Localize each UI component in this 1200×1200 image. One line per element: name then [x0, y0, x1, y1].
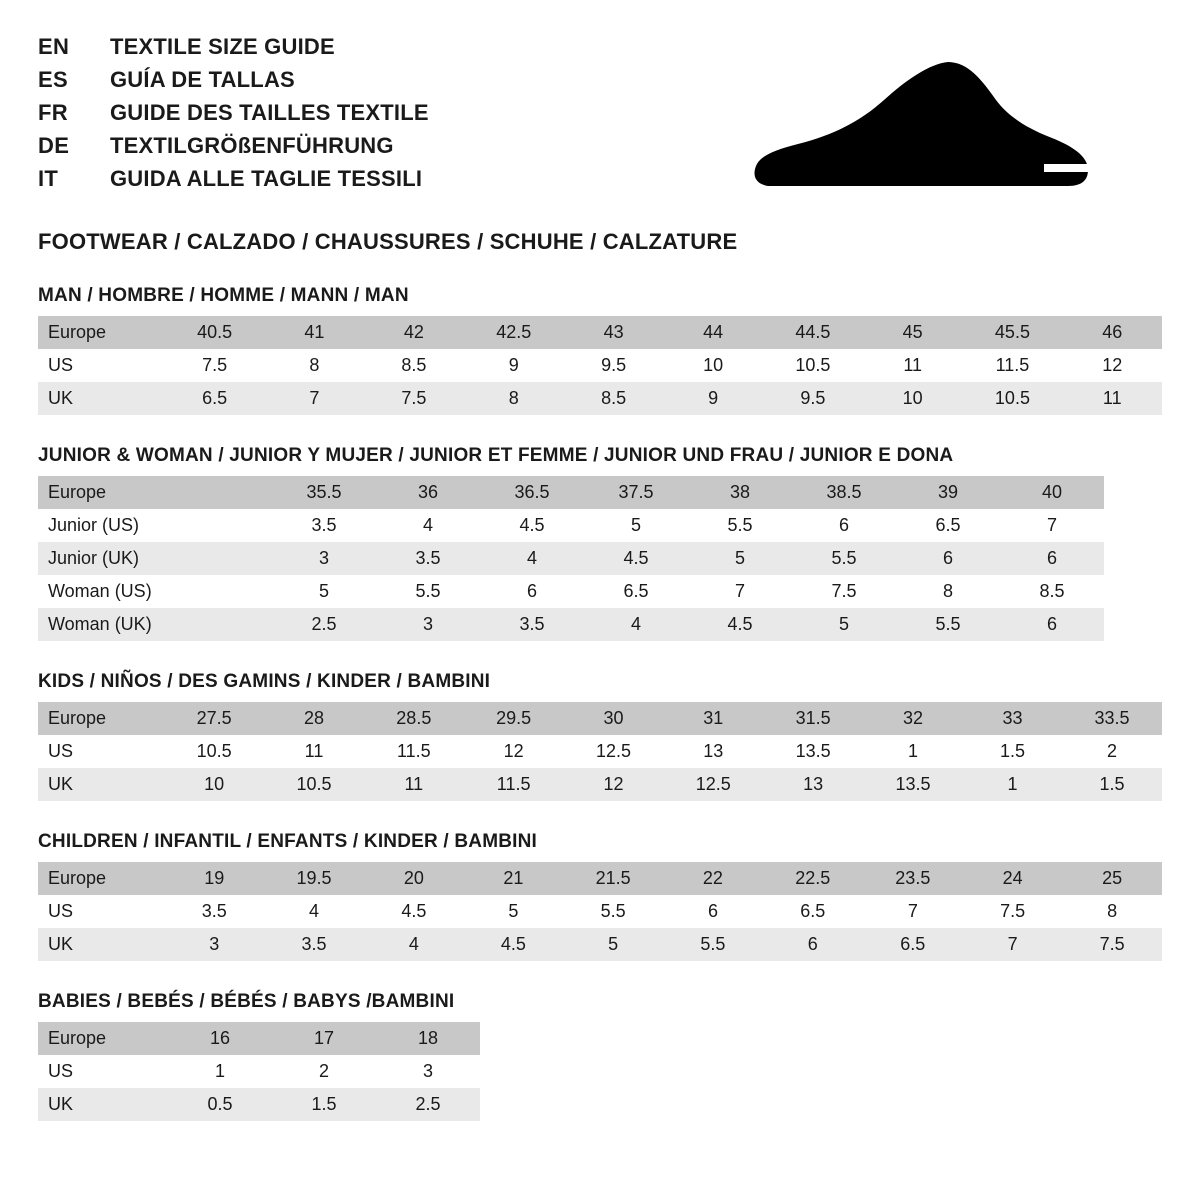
table-row	[38, 928, 1162, 961]
cell: 37.5	[584, 476, 688, 509]
cell: 5.5	[663, 928, 763, 961]
cell: 7.5	[1062, 928, 1162, 961]
cell: 5	[464, 895, 564, 928]
row-label: Europe	[38, 316, 165, 349]
row-label: Europe	[38, 702, 164, 735]
cell: 8.5	[364, 349, 464, 382]
cell: 2.5	[272, 608, 376, 641]
cell	[168, 608, 272, 641]
language-code: DE	[38, 133, 70, 158]
cell: 10	[863, 382, 962, 415]
cell	[168, 542, 272, 575]
cell: 1.5	[1062, 768, 1162, 801]
cell: 4	[376, 509, 480, 542]
cell: 6.5	[165, 382, 265, 415]
cell: 33.5	[1062, 702, 1162, 735]
category-title: FOOTWEAR / CALZADO / CHAUSSURES / SCHUHE / CALZATURE	[38, 229, 738, 254]
row-label: Junior (US)	[38, 509, 168, 542]
group-babies	[38, 991, 1162, 1121]
cell: 12	[464, 735, 564, 768]
cell: 29.5	[464, 702, 564, 735]
size-table-kids	[38, 702, 1162, 801]
group-title: MAN / HOMBRE / HOMME / MANN / MAN	[38, 285, 409, 306]
cell: 46	[1063, 316, 1162, 349]
cell: 4	[264, 895, 364, 928]
cell: 4	[584, 608, 688, 641]
cell: 10.5	[164, 735, 264, 768]
cell: 11	[863, 349, 962, 382]
table-row	[38, 382, 1162, 415]
row-label: Europe	[38, 476, 168, 509]
cell: 19	[164, 862, 264, 895]
language-code: FR	[38, 100, 68, 125]
row-label: UK	[38, 382, 165, 415]
size-table-man	[38, 316, 1162, 415]
row-label: Europe	[38, 1022, 168, 1055]
row-label: US	[38, 895, 164, 928]
group-junior-woman	[38, 445, 1162, 641]
cell: 36	[376, 476, 480, 509]
cell: 19.5	[264, 862, 364, 895]
dress-shoe-icon	[752, 60, 1122, 190]
group-title: BABIES / BEBÉS / BÉBÉS / BABYS /BAMBINI	[38, 991, 455, 1012]
cell: 6.5	[863, 928, 963, 961]
cell: 27.5	[164, 702, 264, 735]
cell: 7	[963, 928, 1063, 961]
language-row	[38, 166, 429, 199]
cell: 40	[1000, 476, 1104, 509]
row-label: Europe	[38, 862, 164, 895]
cell: 10.5	[763, 349, 863, 382]
cell: 1.5	[272, 1088, 376, 1121]
language-title: TEXTILE SIZE GUIDE	[110, 34, 335, 59]
cell: 7	[688, 575, 792, 608]
cell: 28.5	[364, 702, 464, 735]
cell: 1	[863, 735, 963, 768]
cell: 9.5	[763, 382, 863, 415]
cell: 30	[564, 702, 664, 735]
cell: 9	[664, 382, 763, 415]
group-title: JUNIOR & WOMAN / JUNIOR Y MUJER / JUNIOR ET FEMME / JUNIOR UND FRAU / JUNIOR E DONA	[38, 445, 954, 466]
language-row	[38, 133, 429, 166]
cell	[168, 476, 272, 509]
cell: 41	[265, 316, 364, 349]
cell: 38.5	[792, 476, 896, 509]
cell: 4.5	[688, 608, 792, 641]
cell: 44.5	[763, 316, 863, 349]
cell: 8	[1062, 895, 1162, 928]
row-label: UK	[38, 928, 164, 961]
cell: 5	[792, 608, 896, 641]
cell: 6	[763, 928, 863, 961]
cell: 5	[563, 928, 663, 961]
cell: 11.5	[962, 349, 1062, 382]
row-label: Junior (UK)	[38, 542, 168, 575]
row-label: Woman (US)	[38, 575, 168, 608]
size-table-children	[38, 862, 1162, 961]
cell: 7.5	[792, 575, 896, 608]
cell: 5.5	[563, 895, 663, 928]
cell: 8	[265, 349, 364, 382]
cell: 42	[364, 316, 464, 349]
cell: 33	[963, 702, 1062, 735]
group-title: KIDS / NIÑOS / DES GAMINS / KINDER / BAMBINI	[38, 671, 491, 692]
table-row	[38, 575, 1104, 608]
group-kids	[38, 671, 1162, 801]
cell: 11	[364, 768, 464, 801]
cell: 3	[164, 928, 264, 961]
cell: 6	[1000, 542, 1104, 575]
size-table-junior-woman	[38, 476, 1104, 641]
cell: 32	[863, 702, 963, 735]
cell: 18	[376, 1022, 480, 1055]
table-row	[38, 1022, 480, 1055]
cell: 4.5	[464, 928, 564, 961]
cell: 4.5	[480, 509, 584, 542]
row-label: UK	[38, 1088, 168, 1121]
language-title-list	[38, 34, 429, 199]
cell: 11	[264, 735, 364, 768]
cell: 43	[564, 316, 664, 349]
table-row	[38, 735, 1162, 768]
cell: 12	[1063, 349, 1162, 382]
cell: 9	[464, 349, 564, 382]
cell: 3	[376, 1055, 480, 1088]
cell: 3.5	[376, 542, 480, 575]
cell: 3.5	[480, 608, 584, 641]
group-title: CHILDREN / INFANTIL / ENFANTS / KINDER / BAMBINI	[38, 831, 538, 852]
language-row	[38, 34, 429, 67]
cell: 13	[663, 735, 763, 768]
cell: 7	[265, 382, 364, 415]
cell	[168, 509, 272, 542]
cell: 3.5	[272, 509, 376, 542]
cell: 4	[364, 928, 464, 961]
cell: 7	[863, 895, 963, 928]
cell: 8.5	[1000, 575, 1104, 608]
table-row	[38, 1055, 480, 1088]
language-row	[38, 100, 429, 133]
cell: 20	[364, 862, 464, 895]
table-row	[38, 509, 1104, 542]
cell: 13	[763, 768, 863, 801]
language-title: TEXTILGRÖßENFÜHRUNG	[110, 133, 394, 158]
cell: 10	[164, 768, 264, 801]
cell: 5.5	[376, 575, 480, 608]
cell: 6.5	[896, 509, 1000, 542]
cell: 5.5	[896, 608, 1000, 641]
language-title: GUIDE DES TAILLES TEXTILE	[110, 100, 429, 125]
cell: 2	[1062, 735, 1162, 768]
language-row	[38, 67, 429, 100]
cell: 10	[664, 349, 763, 382]
cell: 6	[1000, 608, 1104, 641]
cell: 25	[1062, 862, 1162, 895]
table-row	[38, 768, 1162, 801]
cell: 5	[584, 509, 688, 542]
cell: 36.5	[480, 476, 584, 509]
cell: 23.5	[863, 862, 963, 895]
cell: 11.5	[464, 768, 564, 801]
cell: 12.5	[663, 768, 763, 801]
cell: 6.5	[763, 895, 863, 928]
cell: 22	[663, 862, 763, 895]
cell: 21	[464, 862, 564, 895]
cell: 1.5	[963, 735, 1062, 768]
cell: 0.5	[168, 1088, 272, 1121]
cell: 24	[963, 862, 1063, 895]
cell: 39	[896, 476, 1000, 509]
cell: 13.5	[763, 735, 863, 768]
cell: 3.5	[264, 928, 364, 961]
group-children	[38, 831, 1162, 961]
cell: 9.5	[564, 349, 664, 382]
cell	[168, 575, 272, 608]
table-row	[38, 608, 1104, 641]
row-label: US	[38, 349, 165, 382]
cell: 28	[264, 702, 364, 735]
cell: 35.5	[272, 476, 376, 509]
cell: 6.5	[584, 575, 688, 608]
language-code: ES	[38, 67, 68, 92]
cell: 6	[896, 542, 1000, 575]
cell: 11	[1063, 382, 1162, 415]
cell: 45.5	[962, 316, 1062, 349]
cell: 3	[376, 608, 480, 641]
cell: 8	[896, 575, 1000, 608]
cell: 7.5	[165, 349, 265, 382]
cell: 12.5	[564, 735, 664, 768]
group-man	[38, 285, 1162, 415]
cell: 38	[688, 476, 792, 509]
table-row	[38, 702, 1162, 735]
language-title: GUIDA ALLE TAGLIE TESSILI	[110, 166, 423, 191]
cell: 6	[480, 575, 584, 608]
cell: 13.5	[863, 768, 963, 801]
row-label: Woman (UK)	[38, 608, 168, 641]
cell: 5	[272, 575, 376, 608]
language-code: EN	[38, 34, 70, 59]
cell: 22.5	[763, 862, 863, 895]
cell: 42.5	[464, 316, 564, 349]
cell: 5.5	[792, 542, 896, 575]
cell: 17	[272, 1022, 376, 1055]
table-row	[38, 349, 1162, 382]
table-row	[38, 476, 1104, 509]
cell: 3.5	[164, 895, 264, 928]
cell: 11.5	[364, 735, 464, 768]
cell: 8.5	[564, 382, 664, 415]
cell: 21.5	[563, 862, 663, 895]
table-row	[38, 316, 1162, 349]
cell: 6	[792, 509, 896, 542]
table-row	[38, 895, 1162, 928]
row-label: US	[38, 735, 164, 768]
cell: 5	[688, 542, 792, 575]
cell: 40.5	[165, 316, 265, 349]
cell: 45	[863, 316, 962, 349]
row-label: UK	[38, 768, 164, 801]
table-row	[38, 1088, 480, 1121]
cell: 3	[272, 542, 376, 575]
cell: 44	[664, 316, 763, 349]
table-row	[38, 862, 1162, 895]
cell: 31	[663, 702, 763, 735]
cell: 2.5	[376, 1088, 480, 1121]
cell: 7.5	[364, 382, 464, 415]
cell: 16	[168, 1022, 272, 1055]
cell: 4.5	[584, 542, 688, 575]
cell: 2	[272, 1055, 376, 1088]
cell: 10.5	[264, 768, 364, 801]
language-title: GUÍA DE TALLAS	[110, 67, 295, 92]
size-table-babies	[38, 1022, 480, 1121]
cell: 1	[168, 1055, 272, 1088]
cell: 31.5	[763, 702, 863, 735]
row-label: US	[38, 1055, 168, 1088]
cell: 6	[663, 895, 763, 928]
table-row	[38, 542, 1104, 575]
cell: 8	[464, 382, 564, 415]
cell: 5.5	[688, 509, 792, 542]
cell: 1	[963, 768, 1062, 801]
cell: 7.5	[963, 895, 1063, 928]
language-code: IT	[38, 166, 59, 191]
cell: 12	[564, 768, 664, 801]
cell: 10.5	[962, 382, 1062, 415]
cell: 7	[1000, 509, 1104, 542]
cell: 4	[480, 542, 584, 575]
page-header	[38, 34, 1162, 199]
cell: 4.5	[364, 895, 464, 928]
